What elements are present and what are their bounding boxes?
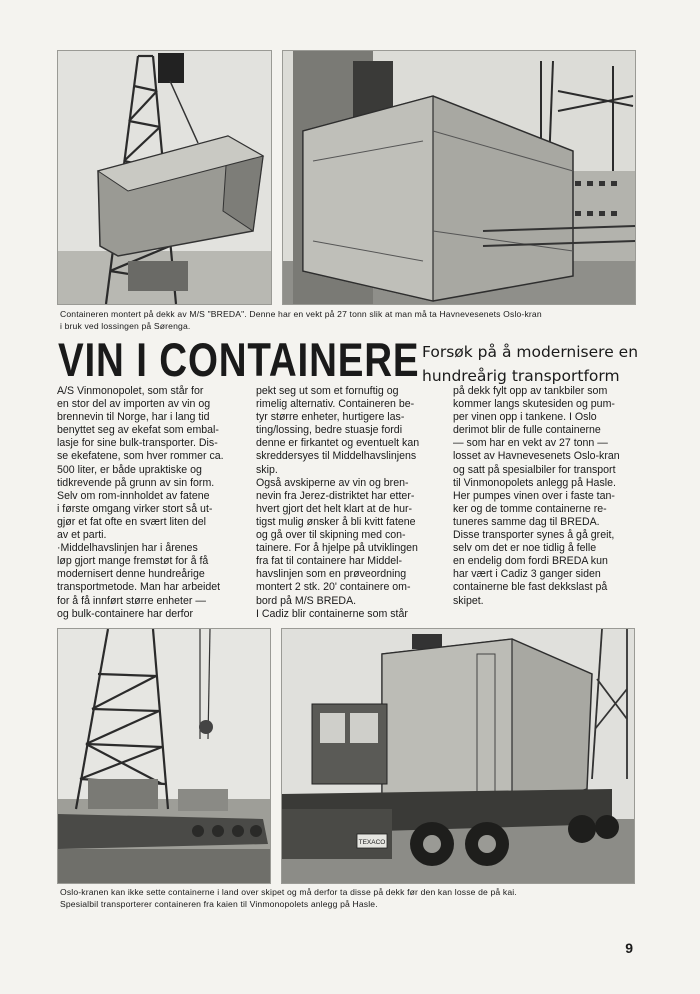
photo-oslo-crane xyxy=(57,628,271,884)
article-subheadline: Forsøk på å modernisere en hundreårig transportform xyxy=(422,343,639,385)
photo-crane-lifting-container xyxy=(57,50,272,305)
article-column-3: på dekk fylt opp av tankbiler som kommer langs skutesiden og pum- per vinen opp i tankene. I Oslo derimot blir de fulle containerne — som har en vekt av 27 tonn — losset av Havnevesenets Oslo-kran og satt på spesialbiler for transport til Vinmonopolets anlegg på Hasle. Her pumpes vinen over i faste tan- ker og de tomme containerne re- tuneres samme dag til BREDA. Disse transporter synes å gå greit, selv om det er noe tidlig å felle en endelig dom fordi BREDA kun har vært i Cadiz 3 ganger siden containerne ble fast dekkslast på skipet. xyxy=(453,385,620,607)
bottom-photo-caption: Oslo-kranen kan ikke sette containerne i land over skipet og må derfor ta disse på dekk før den kan losse de på kai. Spesialbil transporterer containeren fra kaien til Vinmonopolets anlegg på Hasle. xyxy=(60,887,517,909)
article-column-2: pekt seg ut som et fornuftig og rimelig alternativ. Containeren be- tyr større enheter, hurtigere las- ting/lossing, bedre stuasje fordi denne er firkantet og eventuelt kan skreddersyes til Middelhavslinjens skip. Også avskiperne av vin og bren- nevin fra Jerez-distriktet har etter- hvert gjort det helt klart at de hur- tigst mulig ønsker å bli kvitt fatene og gå over til skipning med con- tainere. For å hjelpe på utviklingen fra fat til containere har Middel- havslinjen som en prøveordning montert 2 stk. 20' containere om- bord på M/S BREDA. I Cadiz blir containerne som står xyxy=(256,385,420,620)
top-photo-caption: Containeren montert på dekk av M/S "BREDA". Denne har en vekt på 27 tonn slik at man må ta Havnevesenets Oslo-kran i bruk ved lossingen på Sørenga. xyxy=(60,309,542,331)
photo-truck-with-container xyxy=(281,628,635,884)
photo-container-on-deck xyxy=(282,50,636,305)
page-number: 9 xyxy=(625,940,633,956)
truck-sign-text: TEXACO xyxy=(358,839,386,846)
article-headline: VIN I CONTAINERE xyxy=(58,333,420,386)
article-column-1: A/S Vinmonopolet, som står for en stor del av importen av vin og brennevin til Norge, har i lang tid benyttet seg av ekefat som embal- lasje for sine bulk-transporter. Dis- se ekefatene, som hver rommer ca. 500 liter, er både upraktiske og tidkrevende på grunn av sin form. Selv om rom-innholdet av fatene i første omgang virker stort så ut- gjør et fat ofte en svært liten del av et parti. ·Middelhavslinjen har i årenes løp gjort mange fremstøt for å få modernisert denne hundreårige transportmetode. Man har arbeidet for å få innført større enheter — og bulk-containere har derfor xyxy=(57,385,224,620)
